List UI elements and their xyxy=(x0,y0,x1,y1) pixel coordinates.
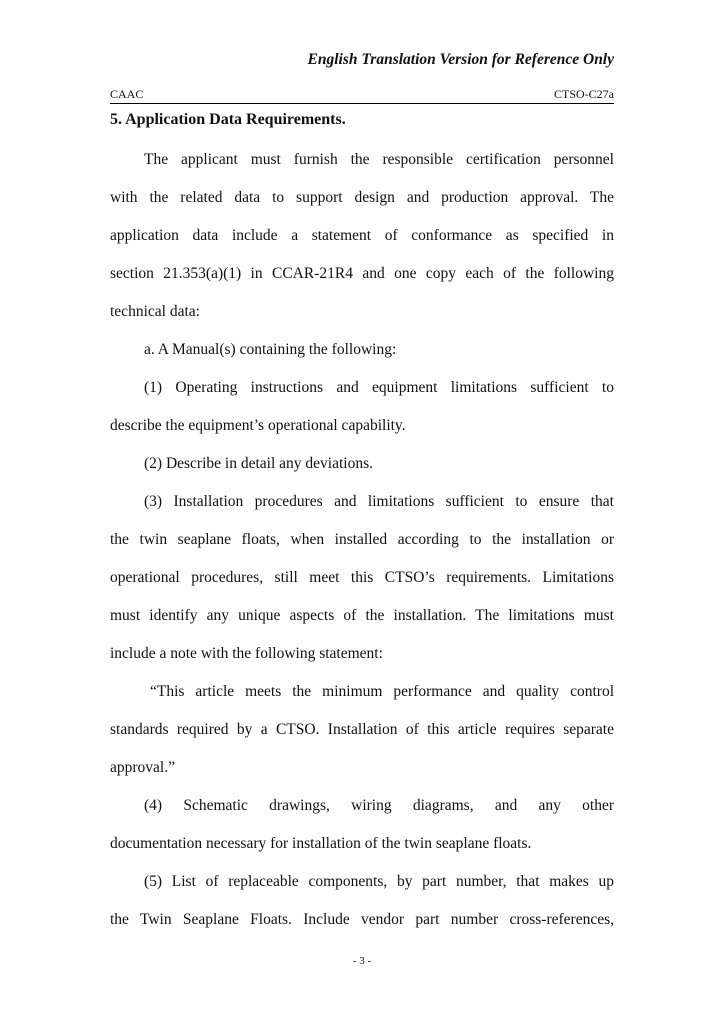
quoted-statement-line: approval.” xyxy=(110,759,175,776)
translation-banner: English Translation Version for Reference Only xyxy=(307,51,614,68)
quoted-statement-line: “This article meets the minimum performance and quality control xyxy=(150,683,614,700)
body-line: must identify any unique aspects of the installation. The limitations must xyxy=(110,607,614,624)
page-number: - 3 - xyxy=(352,955,372,967)
body-line: describe the equipment’s operational capability. xyxy=(110,417,406,434)
body-line: a. A Manual(s) containing the following: xyxy=(144,341,397,358)
body-line: operational procedures, still meet this CTSO’s requirements. Limitations xyxy=(110,569,614,586)
header-org: CAAC xyxy=(110,87,144,101)
body-line: application data include a statement of conformance as specified in xyxy=(110,227,614,244)
body-line: include a note with the following statement: xyxy=(110,645,383,662)
body-line: documentation necessary for installation of the twin seaplane floats. xyxy=(110,835,532,852)
body-line: (3) Installation procedures and limitations sufficient to ensure that xyxy=(144,493,614,510)
body-line: the Twin Seaplane Floats. Include vendor part number cross-references, xyxy=(110,911,614,928)
body-line: (2) Describe in detail any deviations. xyxy=(144,455,373,472)
body-line: (4) Schematic drawings, wiring diagrams, and any other xyxy=(144,797,614,814)
running-header xyxy=(110,87,614,104)
body-line: with the related data to support design and production approval. The xyxy=(110,189,614,206)
header-doc-id: CTSO-C27a xyxy=(554,87,614,101)
body-line: section 21.353(a)(1) in CCAR-21R4 and one copy each of the following xyxy=(110,265,614,282)
section-heading: 5. Application Data Requirements. xyxy=(110,111,346,128)
body-line: (1) Operating instructions and equipment limitations sufficient to xyxy=(144,379,614,396)
quoted-statement-line: standards required by a CTSO. Installation of this article requires separate xyxy=(110,721,614,738)
body-line: The applicant must furnish the responsible certification personnel xyxy=(144,151,614,168)
body-line: (5) List of replaceable components, by part number, that makes up xyxy=(144,873,614,890)
body-line: technical data: xyxy=(110,303,200,320)
body-line: the twin seaplane floats, when installed according to the installation or xyxy=(110,531,614,548)
